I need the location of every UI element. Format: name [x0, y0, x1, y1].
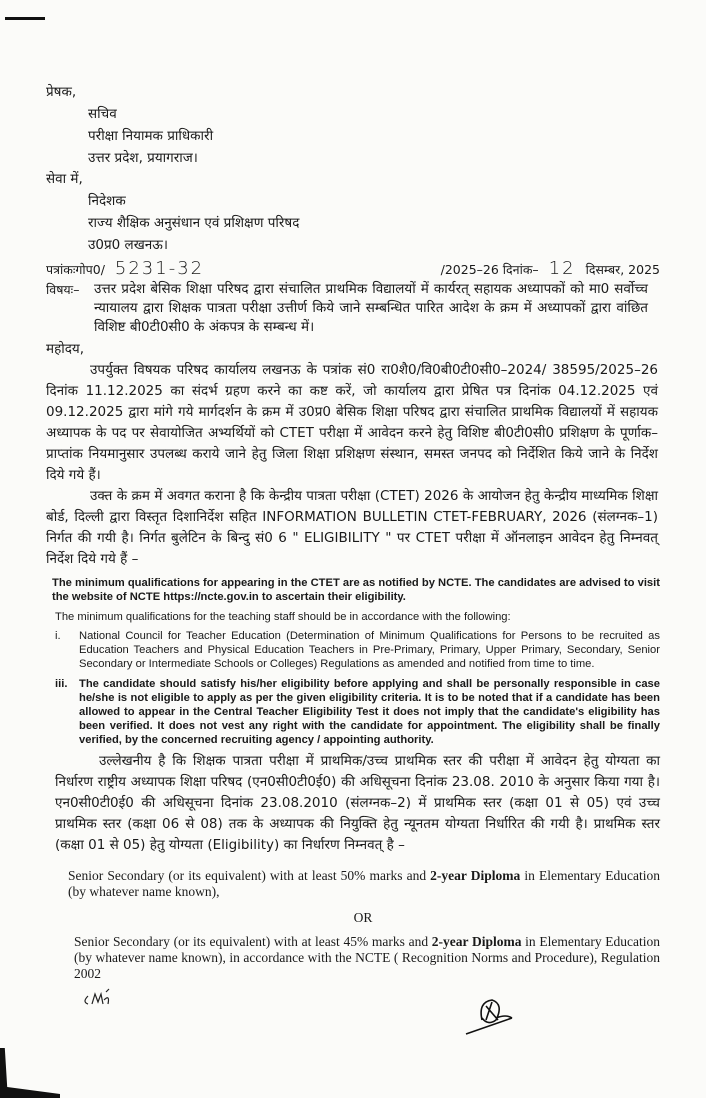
sender-line: परीक्षा नियामक प्राधिकारी — [88, 128, 214, 144]
recipient-line: निदेशक — [88, 193, 126, 209]
reference-number-handwritten: 5231-32 — [114, 258, 205, 279]
item-number: i. — [55, 630, 61, 642]
reference-date-label: /2025–26 दिनांक– — [440, 262, 539, 277]
item-text: The candidate should satisfy his/her eligibility before applying and shall be personally responsible in case he/she is not eligible to apply as per the given eligibility criteria. It is to be noted that if a candidate has been allowed to appear in the Central Teacher Eligibility Test it does not imply that the candidate's eligibility has been verified. It does not vest any right with the candidate for appointment. The eligibility shall be finally verified, by the concerned recruiting agency / appointing authority. — [79, 678, 660, 746]
recipient-line: उ0प्र0 लखनऊ। — [88, 237, 168, 253]
criteria-bold: 2-year Diploma — [431, 934, 522, 949]
excerpt-intro: The minimum qualifications for appearing in the CTET are as notified by NCTE. The candidates are advised to visit the website of NCTE https://ncte.gov.in to ascertain their eligibility. — [52, 577, 660, 603]
salutation: महोदय, — [46, 341, 85, 357]
item-text: National Council for Teacher Education (Determination of Minimum Qualifications for Persons to be recruited as Education Teachers and Physical Education Teachers in Pre-Primary, Primary, Upper Primary, Secondary, Senior Secondary or Intermediate Schools or Colleges) Regulations as amended and notified from time to time. — [79, 630, 660, 670]
subject-label: विषयः– — [46, 282, 80, 297]
criteria-second — [74, 934, 660, 982]
excerpt-item — [55, 629, 660, 671]
body-paragraph: उल्लेखनीय है कि शिक्षक पात्रता परीक्षा में प्राथमिक/उच्च प्राथमिक स्तर की परीक्षा में आवेदन हेतु योग्यता का निर्धारण राष्ट्रीय अध्यापक शिक्षा परिषद (एन0सी0टी0ई0) की अधिसूचना दिनांक 23.08. 2010 के अनुसार किया गया है। एन0सी0टी0ई0 की अधिसूचना दिनांक 23.08.2010 (संलग्नक–2) में प्राथमिक स्तर (कक्षा 01 से 05) एवं उच्च प्राथमिक स्तर (कक्षा 06 से 08) तक के अध्यापक की नियुक्ति हेतु न्यूनतम योग्यता निर्धारित की गयी है। प्राथमिक स्तर (कक्षा 01 से 05) हेतु योग्यता (Eligibility) का निर्धारण निम्नवत् है – — [55, 753, 660, 853]
subject — [46, 280, 648, 337]
criteria-text: in Elementary Education (by whatever name known), — [68, 868, 660, 899]
reference-line — [46, 258, 660, 280]
item-number: iii. — [55, 678, 68, 690]
criteria-text: in Elementary Education (by whatever name known), in accordance with the NCTE ( Recognition Norms and Procedure), Regulation 2002 — [74, 934, 660, 981]
subject-text: उत्तर प्रदेश बेसिक शिक्षा परिषद द्वारा संचालित प्राथमिक विद्यालयों में कार्यरत् सहायक अध्यापकों को मा0 सर्वोच्च न्यायालय द्वारा शिक्षक पात्रता परीक्षा उत्तीर्ण किये जाने सम्बन्धित पारित आदेश के क्रम में अध्यापकों द्वारा वांछित विशिष्ट बी0टी0सी0 के अंकपत्र के सम्बन्ध में। — [94, 281, 648, 335]
sender-line: सचिव — [88, 106, 117, 122]
handwritten-initials — [80, 988, 120, 1010]
recipient-block — [88, 190, 660, 256]
sender-line: उत्तर प्रदेश, प्रयागराज। — [88, 150, 198, 166]
criteria-or: OR — [353, 910, 373, 925]
signature — [462, 996, 522, 1036]
body-paragraph: उक्त के क्रम में अवगत कराना है कि केन्द्रीय पात्रता परीक्षा (CTET) 2026 के आयोजन हेतु केन्द्रीय माध्यमिक शिक्षा बोर्ड, दिल्ली द्वारा विस्तृत दिशानिर्देश सहित INFORMATION BULLETIN CTET-FEBRUARY, 2026 (संलग्नक–1) निर्गत की गयी है। निर्गत बुलेटिन के बिन्दु सं0 6 " ELIGIBILITY " पर CTET परीक्षा में ऑनलाइन आवेदन हेतु निम्नवत् निर्देश दिये गये हैं – — [46, 488, 658, 567]
body-paragraph: उपर्युक्त विषयक परिषद कार्यालय लखनऊ के पत्रांक सं0 रा0शै0/वि0बी0टी0सी0–2024/ 38595/2025–26 दिनांक 11.12.2025 का संदर्भ ग्रहण करने का कष्ट करें, जो कार्यालय द्वारा प्रेषित पत्र दिनांक 04.12.2025 एवं 09.12.2025 द्वारा मांगे गये मार्गदर्शन के क्रम में उ0प्र0 बेसिक शिक्षा परिषद द्वारा संचालित प्राथमिक विद्यालयों में सहायक अध्यापक के पद पर सेवायोजित अभ्यर्थियों को CTET परीक्षा में आवेदन करने हेतु विशिष्ट बी0टी0सी0 प्रशिक्षण के पूर्णाक–प्राप्तांक नियमानुसार उपलब्ध कराये जाने हेतु जिला शिक्षा प्रशिक्षण संस्थान, समस्त जनपद को निर्देशित किये जाने के निर्देश दिये गये हैं। — [46, 362, 658, 483]
signature-row — [46, 988, 660, 1038]
recipient-line: राज्य शैक्षिक अनुसंधान एवं प्रशिक्षण परिषद — [88, 215, 300, 231]
excerpt-item — [55, 677, 660, 747]
excerpt-lead: The minimum qualifications for the teaching staff should be in accordance with the following: — [55, 611, 511, 623]
reference-prefix: पत्रांकःगोप0/ — [46, 262, 105, 277]
recipient-label: सेवा में, — [46, 171, 83, 187]
criteria-text: Senior Secondary (or its equivalent) with at least 45% marks and — [74, 934, 432, 949]
reference-day-handwritten: 12 — [548, 258, 576, 279]
criteria-text: Senior Secondary (or its equivalent) with at least 50% marks and — [68, 868, 431, 883]
reference-month-year: दिसम्बर, 2025 — [585, 262, 660, 277]
criteria-bold: 2-year Diploma — [430, 868, 521, 883]
sender-block — [88, 103, 660, 169]
sender-label: प्रेषक, — [46, 84, 77, 100]
criteria-first — [68, 868, 660, 900]
